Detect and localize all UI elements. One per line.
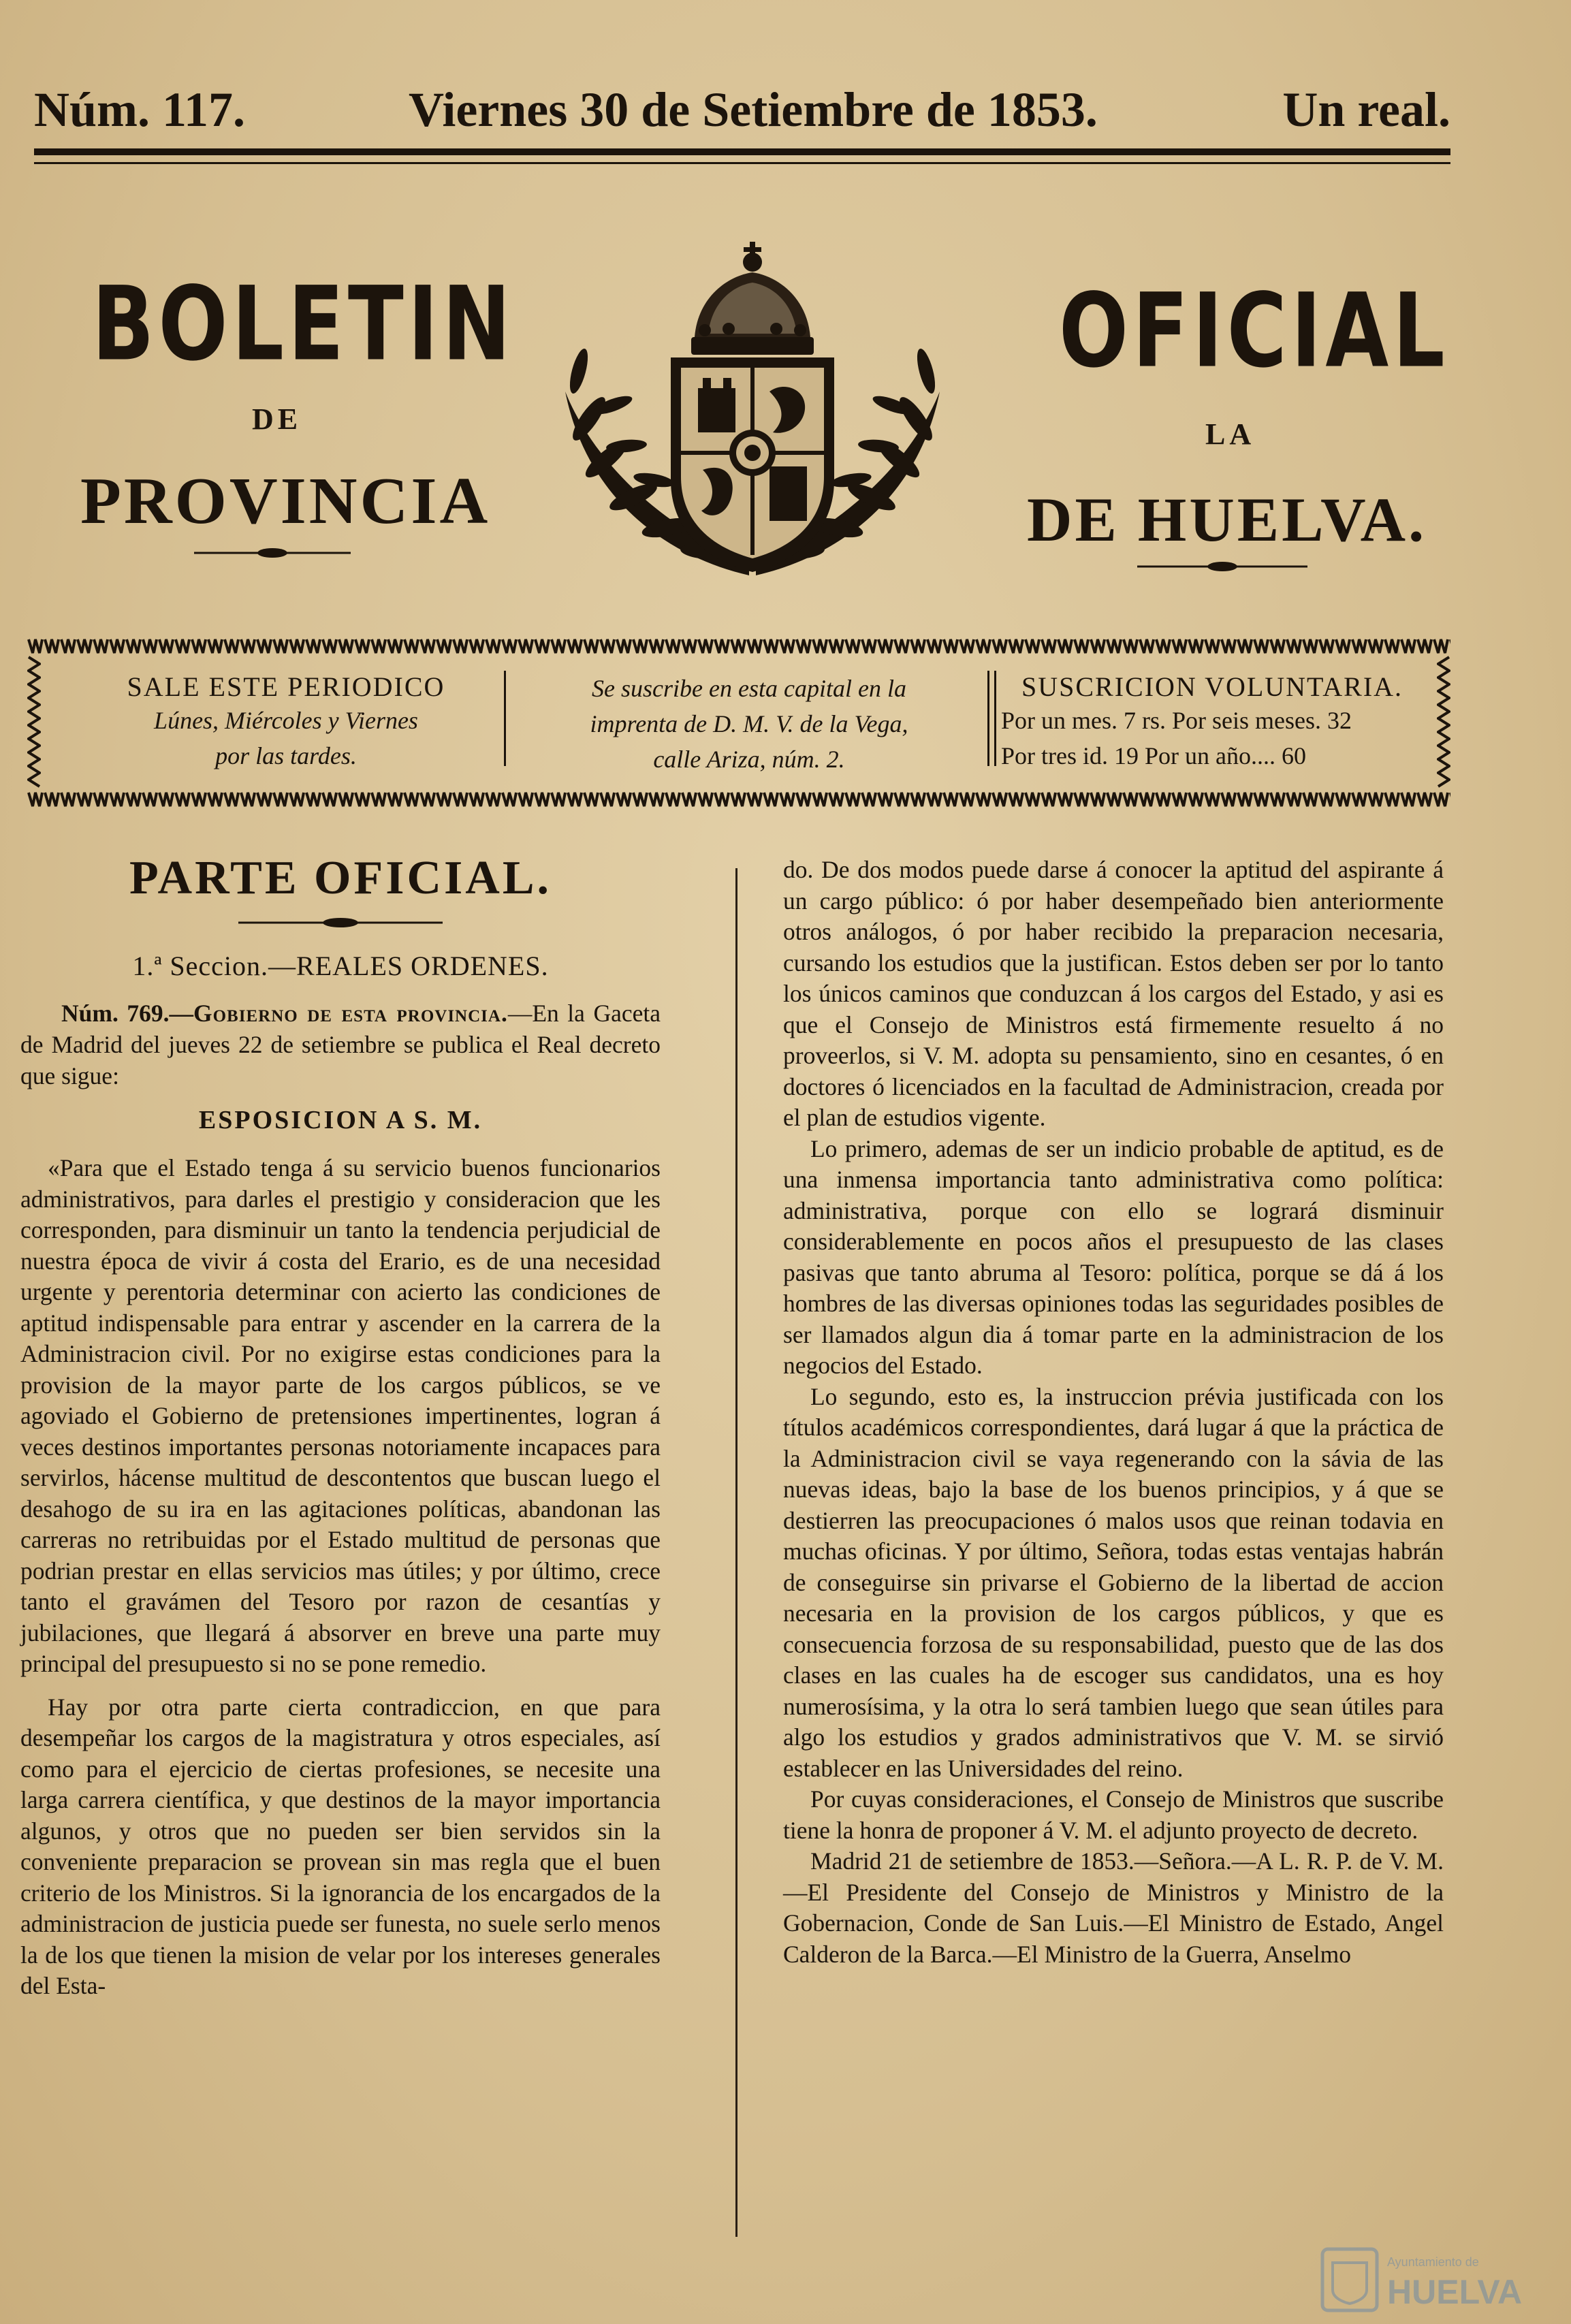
info-band	[27, 637, 1450, 807]
title-provincia: PROVINCIA	[80, 464, 491, 538]
decree-number: Núm. 769.—	[61, 1000, 193, 1027]
band-separator	[504, 671, 506, 766]
issue-number: Núm. 117.	[34, 82, 246, 137]
band-border-bottom-icon	[27, 790, 1450, 809]
issue-price: Un real.	[1282, 82, 1450, 137]
masthead-rule	[34, 148, 1450, 155]
parte-oficial-heading: PARTE OFICIAL.	[129, 852, 552, 904]
title-de: DE	[252, 402, 302, 436]
heading-ornament-icon	[238, 916, 443, 929]
right-paragraph-2: Lo primero, ademas de ser un indicio probable de aptitud, es de una inmensa importancia tanto administrativa como política: administrativa, porque con ello se logrará disminuir considerablemente en pocos años el presupuesto de las clases pasivas que tanto abruma al Tesoro: política, porque se dá á los hombres de las diversas opiniones todas las seguridades posibles de ser llamados algun dia á tomar parte en la administracion de los negocios del Estado.	[783, 1134, 1444, 1379]
title-de-huelva: DE HUELVA.	[1027, 485, 1427, 554]
decree-intro-text: —En la Gaceta de Madrid del jueves 22 de setiembre se publica el Real decreto que sigue:	[20, 1000, 661, 1089]
periodico-days: Lúnes, Miércoles y Viernes	[154, 707, 418, 734]
suscricion-title: SUSCRICION VOLUNTARIA.	[1021, 671, 1403, 702]
title-ornament-right-icon	[1137, 558, 1307, 575]
title-boletin: BOLETIN	[92, 266, 515, 384]
title-ornament-left-icon	[194, 545, 351, 561]
decree-gobierno: Gobierno de esta provincia.	[193, 1000, 508, 1027]
exposicion-heading: ESPOSICION A S. M.	[198, 1106, 483, 1134]
suscribe-line-1: Se suscribe en esta capital en la	[592, 675, 906, 702]
band-separator	[994, 671, 996, 766]
band-border-top-icon	[27, 637, 1450, 656]
periodico-title: SALE ESTE PERIODICO	[127, 671, 445, 702]
watermark-big-text: HUELVA	[1387, 2273, 1523, 2311]
title-oficial: OFICIAL	[1059, 272, 1449, 391]
band-border-left-icon	[27, 654, 41, 790]
right-paragraph-5: Madrid 21 de setiembre de 1853.—Señora.—A L. R. P. de V. M.—El Presidente del Consejo de Ministros y Ministro de la Gobernacion, Conde de San Luis.—El Ministro de Estado, Angel Calderon de la Barca.—El Ministro de la Guerra, Anselmo	[783, 1847, 1444, 1968]
right-column	[783, 855, 1444, 1970]
band-suscricion	[1001, 671, 1423, 774]
suscribe-line-2: imprenta de D. M. V. de la Vega,	[590, 710, 908, 737]
column-divider	[735, 868, 737, 2237]
band-suscribe	[518, 671, 981, 777]
band-separator	[987, 671, 989, 766]
right-paragraph-4: Por cuyas consideraciones, el Consejo de Ministros que suscribe tiene la honra de proponer á V. M. el adjunto proyecto de decreto.	[783, 1785, 1444, 1844]
suscricion-rates-2: Por tres id. 19 Por un año.... 60	[1001, 742, 1306, 769]
section-heading: 1.ª Seccion.—REALES ORDENES.	[132, 951, 549, 981]
title-la: LA	[1205, 417, 1256, 451]
masthead-line	[34, 82, 1450, 150]
right-paragraph-1: do. De dos modos puede darse á conocer la aptitud del aspirante á un cargo público: ó por haber desempeñado bien anteriormente otros análogos, ó por haber recibido la preparacion necesaria, cursando los estudios que la justifican. Estos deben ser por lo tanto los únicos caminos que conduzcan á los cargos del Estado, y asi es que el Consejo de Ministros está firmemente resuelto á no proveerlos, si V. M. adopta su pensamiento, sino en cesantes, ó en doctores ó licenciados en la facultad de Administracion, creada por el plan de estudios vigente.	[783, 856, 1444, 1131]
suscricion-rates-1: Por un mes. 7 rs. Por seis meses. 32	[1001, 707, 1352, 734]
issue-date: Viernes 30 de Setiembre de 1853.	[409, 82, 1098, 137]
huelva-watermark-logo	[1319, 2235, 1557, 2317]
right-paragraph-3: Lo segundo, esto es, la instruccion prévia justificada con los títulos académicos correspondientes, dará lugar á que la práctica de la Administracion civil se vaya regenerando con la sávia de las nuevas ideas, bajo la base de los buenos principios, y á que se destierren las preocupaciones ó malos usos que reinan todavia en muchas oficinas. Y por último, Señora, todas estas ventajas habrán de conseguirse sin privarse el Gobierno de la libertad de accion necesaria en la provision de los cargos públicos, y que es consecuencia forzosa de su responsabilidad, puesto que de las dos clases en las cuales ha de escoger sus candidatos, una es hoy numerosísima, y la otra lo será tambien luego que sean útiles para algo los estudios y grados administrativos que V. M. se sirvió establecer en las Universidades del reino.	[783, 1382, 1444, 1782]
band-border-right-icon	[1437, 654, 1450, 790]
suscribe-line-3: calle Ariza, núm. 2.	[653, 746, 845, 773]
exposicion-paragraph-2: Hay por otra parte cierta contradiccion, en que para desempeñar los cargos de la magistratura y otros especiales, así como para el ejercicio de ciertas profesiones, se necesite una larga carrera científica, y que destinos de la mayor importancia algunos, y otros que no pueden ser bien servidos sin la conveniente preparacion se provean sin mas regla que el buen criterio de los Ministros. Si la ignorancia de los encargados de la administracion de justicia puede ser funesta, no suele serlo menos la de los que tienen la mision de velar por los intereses generales del Esta-	[20, 1693, 661, 1999]
decree-intro	[20, 998, 661, 1092]
exposicion-paragraph-1: «Para que el Estado tenga á su servicio buenos funcionarios administrativos, para darles el prestigio y consideracion que les corresponden, para disminuir un tanto la tendencia perjudicial de nuestra época de vivir á costa del Erario, es de una necesidad urgente y perentoria determinar con acierto las condiciones de aptitud indispensable para entrar y ascender en la carrera de la Administracion civil. Por no exigirse estas condiciones para la provision de la mayor parte de los cargos públicos, se ve agoviado el Gobierno de pretensiones impertinentes, logran á veces destinos importantes personas notoriamente incapaces para servirlos, hácense multitud de descontentos que buscan luego el desahogo de su ira en las agitaciones políticas, abandonan las carreras no retribuidas por el Estado multitud de personas que podrian prestar en ellas servicios mas útiles; y por último, crece tanto el gravámen del Tesoro por razon de cesantías y jubilaciones, que llegará á absorver en breve una parte muy principal del presupuesto si no se pone remedio.	[20, 1154, 661, 1677]
band-periodico	[75, 671, 497, 774]
coat-of-arms-icon	[524, 235, 981, 596]
periodico-time: por las tardes.	[215, 742, 357, 769]
watermark-small-text: Ayuntamiento de	[1387, 2255, 1479, 2269]
left-column	[20, 851, 661, 2002]
masthead-rule-thin	[34, 162, 1450, 164]
